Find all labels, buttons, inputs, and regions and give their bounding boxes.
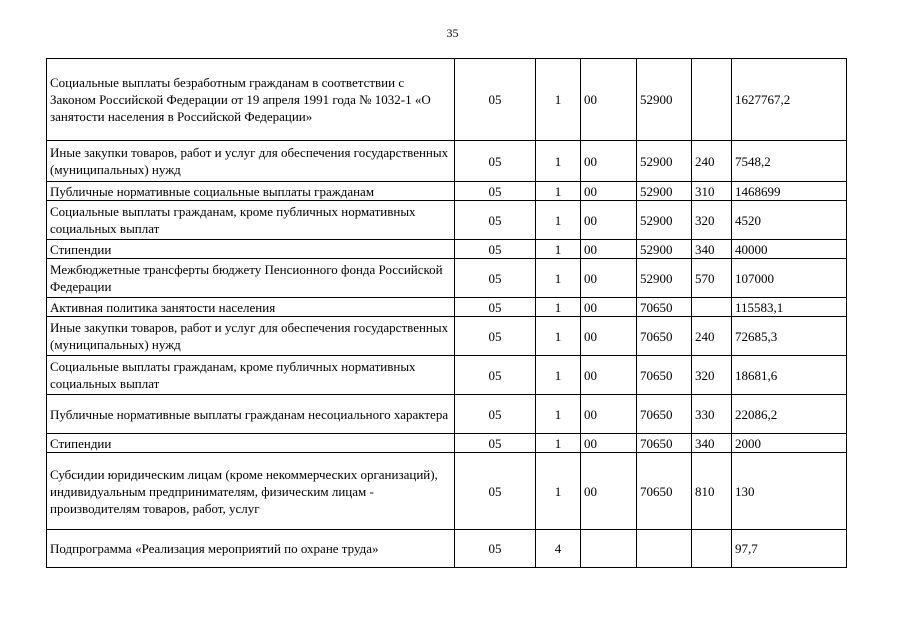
cell-code: 52900 — [637, 240, 692, 259]
cell-program: 00 — [581, 59, 637, 141]
cell-section: 05 — [455, 59, 536, 141]
cell-sum: 40000 — [732, 240, 847, 259]
cell-name: Социальные выплаты гражданам, кроме публичных нормативных социальных выплат — [47, 201, 455, 240]
cell-name: Межбюджетные трансферты бюджету Пенсионного фонда Российской Федерации — [47, 259, 455, 298]
cell-code: 70650 — [637, 395, 692, 434]
cell-sum: 1627767,2 — [732, 59, 847, 141]
budget-table — [46, 58, 847, 568]
cell-code: 70650 — [637, 453, 692, 530]
cell-section: 05 — [455, 317, 536, 356]
cell-program: 00 — [581, 182, 637, 201]
cell-name: Публичные нормативные выплаты гражданам несоциального характера — [47, 395, 455, 434]
table-row — [47, 259, 847, 298]
cell-subsection: 1 — [536, 141, 581, 182]
cell-sum: 1468699 — [732, 182, 847, 201]
cell-program: 00 — [581, 453, 637, 530]
cell-subsection: 1 — [536, 201, 581, 240]
cell-program: 00 — [581, 434, 637, 453]
cell-sum: 130 — [732, 453, 847, 530]
cell-sum: 18681,6 — [732, 356, 847, 395]
cell-subsection: 1 — [536, 259, 581, 298]
cell-code — [637, 530, 692, 568]
table-row — [47, 240, 847, 259]
table-row — [47, 201, 847, 240]
table-row — [47, 141, 847, 182]
cell-sum: 115583,1 — [732, 298, 847, 317]
table-row — [47, 182, 847, 201]
table-row — [47, 530, 847, 568]
cell-section: 05 — [455, 259, 536, 298]
cell-name: Иные закупки товаров, работ и услуг для обеспечения государственных (муниципальных) нужд — [47, 141, 455, 182]
cell-program: 00 — [581, 298, 637, 317]
cell-name: Активная политика занятости населения — [47, 298, 455, 317]
cell-code: 52900 — [637, 201, 692, 240]
cell-expense-type: 810 — [692, 453, 732, 530]
cell-section: 05 — [455, 395, 536, 434]
cell-expense-type: 340 — [692, 240, 732, 259]
cell-section: 05 — [455, 298, 536, 317]
cell-sum: 2000 — [732, 434, 847, 453]
cell-name: Подпрограмма «Реализация мероприятий по охране труда» — [47, 530, 455, 568]
cell-expense-type: 240 — [692, 141, 732, 182]
cell-program — [581, 530, 637, 568]
cell-expense-type: 330 — [692, 395, 732, 434]
cell-name: Иные закупки товаров, работ и услуг для обеспечения государственных (муниципальных) нужд — [47, 317, 455, 356]
cell-expense-type — [692, 298, 732, 317]
cell-section: 05 — [455, 453, 536, 530]
cell-program: 00 — [581, 317, 637, 356]
cell-subsection: 1 — [536, 434, 581, 453]
cell-subsection: 4 — [536, 530, 581, 568]
cell-section: 05 — [455, 434, 536, 453]
cell-section: 05 — [455, 201, 536, 240]
cell-sum: 97,7 — [732, 530, 847, 568]
cell-subsection: 1 — [536, 298, 581, 317]
cell-program: 00 — [581, 395, 637, 434]
cell-sum: 107000 — [732, 259, 847, 298]
page-number: 35 — [446, 26, 459, 40]
cell-subsection: 1 — [536, 395, 581, 434]
cell-name: Социальные выплаты гражданам, кроме публичных нормативных социальных выплат — [47, 356, 455, 395]
table-row — [47, 317, 847, 356]
cell-section: 05 — [455, 356, 536, 395]
cell-expense-type: 320 — [692, 356, 732, 395]
cell-code: 70650 — [637, 298, 692, 317]
cell-name: Субсидии юридическим лицам (кроме некоммерческих организаций), индивидуальным предпринимателям, физическим лицам - производителям товаров, работ, услуг — [47, 453, 455, 530]
cell-expense-type: 320 — [692, 201, 732, 240]
cell-section: 05 — [455, 182, 536, 201]
cell-subsection: 1 — [536, 453, 581, 530]
cell-subsection: 1 — [536, 356, 581, 395]
cell-code: 52900 — [637, 259, 692, 298]
cell-sum: 4520 — [732, 201, 847, 240]
table-body — [47, 59, 847, 568]
cell-program: 00 — [581, 201, 637, 240]
cell-sum: 72685,3 — [732, 317, 847, 356]
cell-code: 52900 — [637, 182, 692, 201]
table-row — [47, 356, 847, 395]
cell-program: 00 — [581, 356, 637, 395]
cell-expense-type: 340 — [692, 434, 732, 453]
cell-name: Публичные нормативные социальные выплаты гражданам — [47, 182, 455, 201]
cell-program: 00 — [581, 141, 637, 182]
cell-code: 52900 — [637, 59, 692, 141]
cell-section: 05 — [455, 240, 536, 259]
cell-subsection: 1 — [536, 182, 581, 201]
table-row — [47, 453, 847, 530]
cell-name: Стипендии — [47, 240, 455, 259]
cell-section: 05 — [455, 530, 536, 568]
cell-expense-type: 570 — [692, 259, 732, 298]
cell-sum: 7548,2 — [732, 141, 847, 182]
cell-expense-type — [692, 59, 732, 141]
cell-subsection: 1 — [536, 240, 581, 259]
cell-code: 70650 — [637, 317, 692, 356]
cell-expense-type: 310 — [692, 182, 732, 201]
table-row — [47, 59, 847, 141]
cell-code: 52900 — [637, 141, 692, 182]
cell-code: 70650 — [637, 434, 692, 453]
cell-program: 00 — [581, 259, 637, 298]
cell-subsection: 1 — [536, 59, 581, 141]
cell-sum: 22086,2 — [732, 395, 847, 434]
cell-section: 05 — [455, 141, 536, 182]
cell-expense-type — [692, 530, 732, 568]
cell-name: Социальные выплаты безработным гражданам в соответствии с Законом Российской Федерации от 19 апреля 1991 года № 1032-1 «О занятости населения в Российской Федерации» — [47, 59, 455, 141]
table-row — [47, 434, 847, 453]
table-row — [47, 298, 847, 317]
cell-expense-type: 240 — [692, 317, 732, 356]
cell-program: 00 — [581, 240, 637, 259]
table-row — [47, 395, 847, 434]
cell-code: 70650 — [637, 356, 692, 395]
cell-name: Стипендии — [47, 434, 455, 453]
cell-subsection: 1 — [536, 317, 581, 356]
